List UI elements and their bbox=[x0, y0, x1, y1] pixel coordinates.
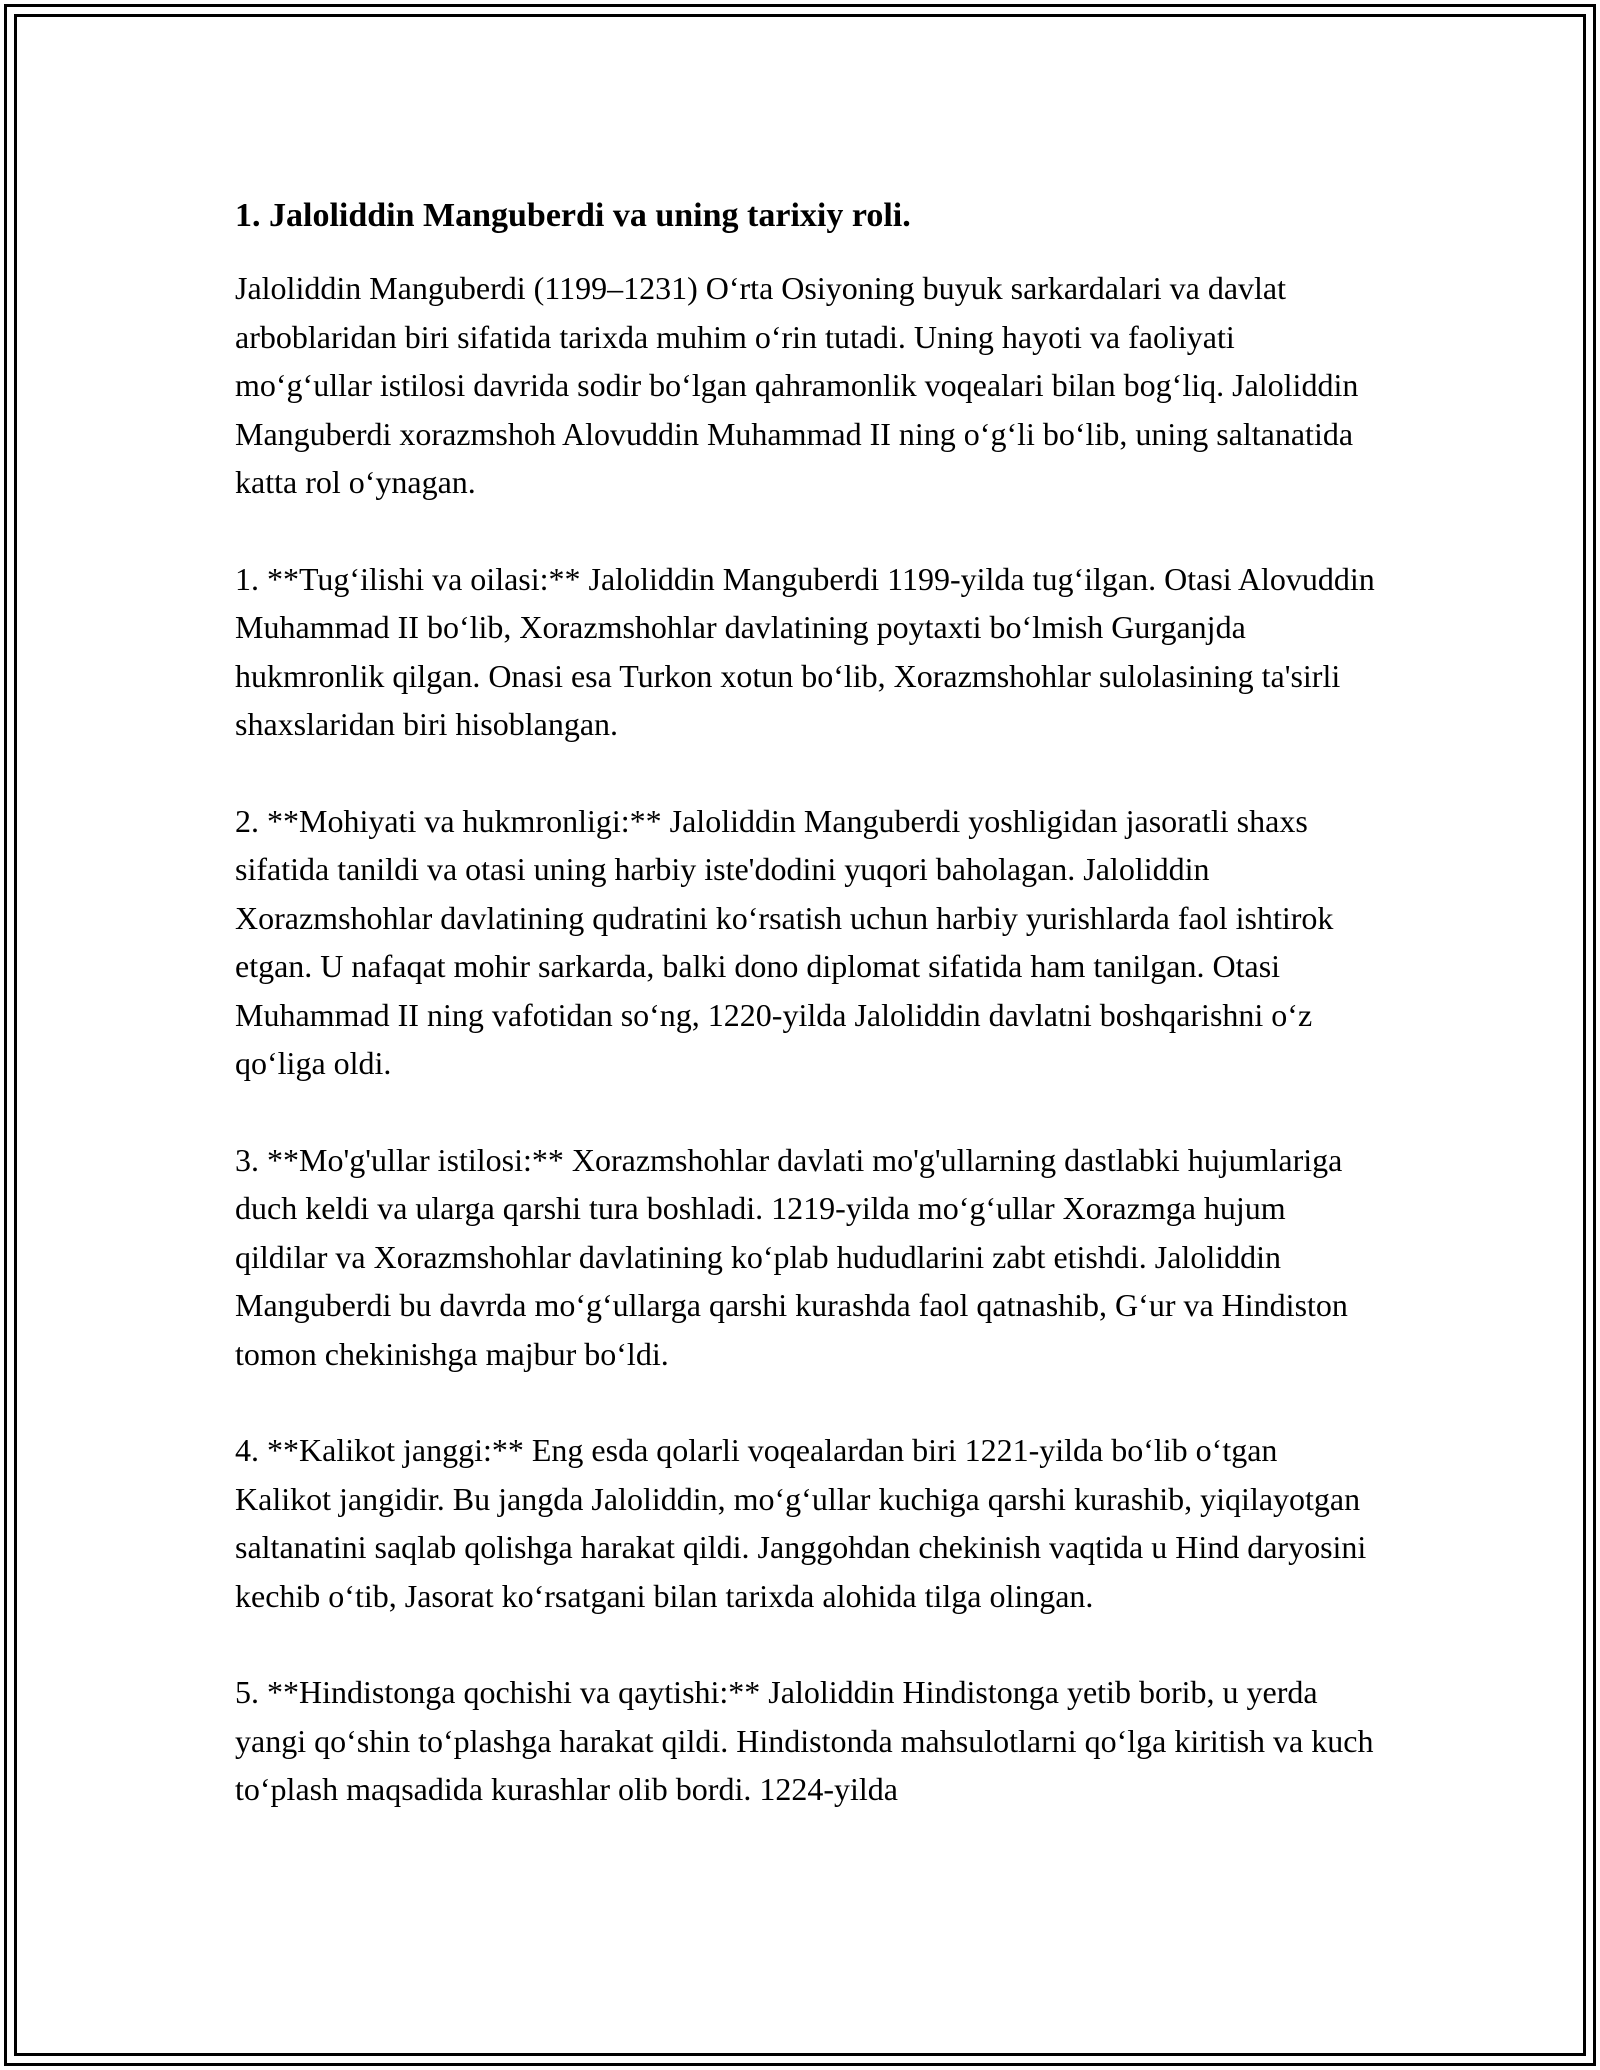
paragraph-mongol-invasion: 3. **Mo'g'ullar istilosi:** Xorazmshohlar davlati mo'g'ullarning dastlabki hujumlariga duch keldi va ularga qarshi tura boshladi. 1219-yilda mo‘g‘ullar Xorazmga hujum qildilar va Xorazmshohlar davlatining ko‘plab hududlarini zabt etishdi. Jaloliddin Manguberdi bu davrda mo‘g‘ullarga qarshi kurashda faol qatnashib, G‘ur va Hindiston tomon chekinishga majbur bo‘ldi. bbox=[235, 1141, 1348, 1372]
paragraph-rule: 2. **Mohiyati va hukmronligi:** Jaloliddin Manguberdi yoshligidan jasoratli shaxs sifatida tanildi va otasi uning harbiy iste'dodini yuqori baholagan. Jaloliddin Xorazmshohlar davlatining qudratini ko‘rsatish uchun harbiy yurishlarda faol ishtirok etgan. U nafaqat mohir sarkarda, balki dono diplomat sifatida ham tanilgan. Otasi Muhammad II ning vafotidan so‘ng, 1220-yilda Jaloliddin davlatni boshqarishni o‘z qo‘liga oldi. bbox=[235, 802, 1334, 1081]
paragraph-india: 5. **Hindistonga qochishi va qaytishi:** Jaloliddin Hindistonga yetib borib, u yerda yangi qo‘shin to‘plashga harakat qildi. Hindistonda mahsulotlarni qo‘lga kiritish va kuch to‘plash maqsadida kurashlar olib bordi. 1224-yilda bbox=[235, 1674, 1374, 1807]
intro-paragraph: Jaloliddin Manguberdi (1199–1231) O‘rta Osiyoning buyuk sarkardalari va davlat arboblaridan biri sifatida tarixda muhim o‘rin tutadi. Uning hayoti va faoliyati mo‘g‘ullar istilosi davrida sodir bo‘lgan qahramonlik voqealari bilan bog‘liq. Jaloliddin Manguberdi xorazmshoh Alovuddin Muhammad II ning o‘g‘li bo‘lib, uning saltanatida katta rol o‘ynagan. bbox=[235, 270, 1359, 500]
document-heading: 1. Jaloliddin Manguberdi va uning tarixiy roli. bbox=[235, 197, 911, 234]
paragraph-battle: 4. **Kalikot janggi:** Eng esda qolarli voqealardan biri 1221-yilda bo‘lib o‘tgan Kalikot jangidir. Bu jangda Jaloliddin, mo‘g‘ullar kuchiga qarshi kurashib, yiqilayotgan saltanatini saqlab qolishga harakat qildi. Janggohdan chekinish vaqtida u Hind daryosini kechib o‘tib, Jasorat ko‘rsatgani bilan tarixda alohida tilga olingan. bbox=[235, 1432, 1367, 1614]
document-body bbox=[235, 190, 1375, 1862]
paragraph-birth-family: 1. **Tug‘ilishi va oilasi:** Jaloliddin Manguberdi 1199-yilda tug‘ilgan. Otasi Alovuddin Muhammad II bo‘lib, Xorazmshohlar davlatining poytaxti bo‘lmish Gurganjda hukmronlik qilgan. Onasi esa Turkon xotun bo‘lib, Xorazmshohlar sulolasining ta'sirli shaxslaridan biri hisoblangan. bbox=[235, 560, 1375, 742]
